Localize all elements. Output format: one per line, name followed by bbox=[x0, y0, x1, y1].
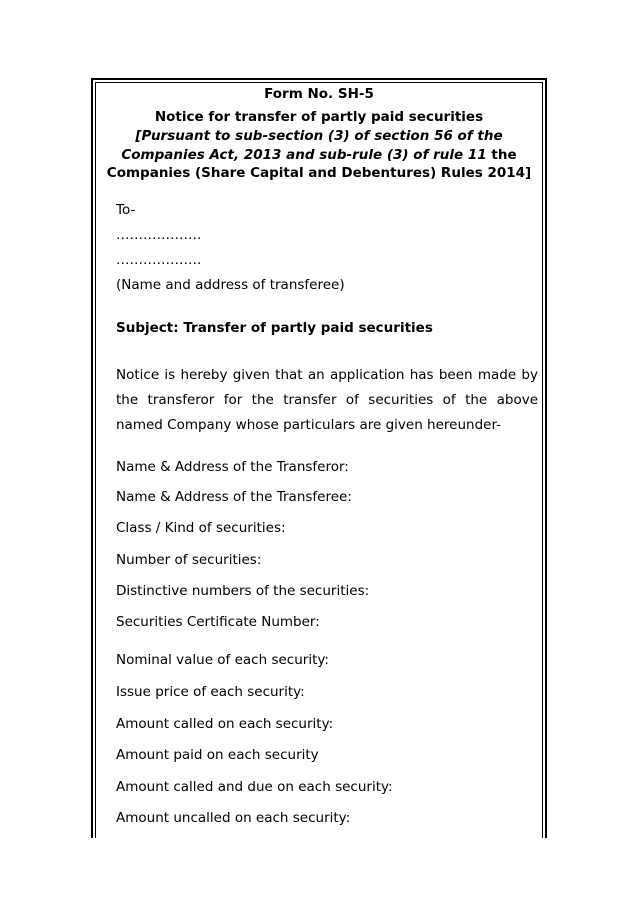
address-line-2: ………………. bbox=[116, 252, 202, 268]
form-frame bbox=[91, 78, 547, 838]
field-nominal-value: Nominal value of each security: bbox=[116, 652, 329, 668]
pursuant-clause bbox=[98, 127, 540, 183]
address-line-1: ………………. bbox=[116, 227, 202, 243]
notice-title: Notice for transfer of partly paid securities bbox=[154, 109, 484, 125]
field-class-kind: Class / Kind of securities: bbox=[116, 520, 286, 536]
pursuant-clause-italic: [Pursuant to sub-section (3) of section 56 of the Companies Act, 2013 and sub-rule (3) of rule 11 bbox=[121, 128, 503, 163]
field-amount-uncalled: Amount uncalled on each security: bbox=[116, 810, 351, 826]
field-transferor: Name & Address of the Transferor: bbox=[116, 459, 349, 475]
pursuant-clause-bold: the Companies (Share Capital and Debentures) Rules 2014] bbox=[106, 146, 532, 181]
field-certificate-number: Securities Certificate Number: bbox=[116, 614, 320, 630]
field-number-of-securities: Number of securities: bbox=[116, 552, 262, 568]
field-issue-price: Issue price of each security: bbox=[116, 684, 305, 700]
field-amount-called: Amount called on each security: bbox=[116, 716, 334, 732]
address-caption: (Name and address of transferee) bbox=[116, 277, 345, 293]
subject-line: Subject: Transfer of partly paid securities bbox=[116, 320, 433, 336]
field-transferee: Name & Address of the Transferee: bbox=[116, 489, 352, 505]
field-amount-paid: Amount paid on each security bbox=[116, 747, 319, 763]
field-distinctive-numbers: Distinctive numbers of the securities: bbox=[116, 583, 370, 599]
field-amount-called-due: Amount called and due on each security: bbox=[116, 779, 393, 795]
address-to: To- bbox=[116, 202, 136, 218]
form-number: Form No. SH-5 bbox=[264, 86, 374, 102]
notice-paragraph: Notice is hereby given that an application has been made by the transferor for the transfer of securities of the above named Company whose particulars are given hereunder- bbox=[116, 367, 538, 433]
